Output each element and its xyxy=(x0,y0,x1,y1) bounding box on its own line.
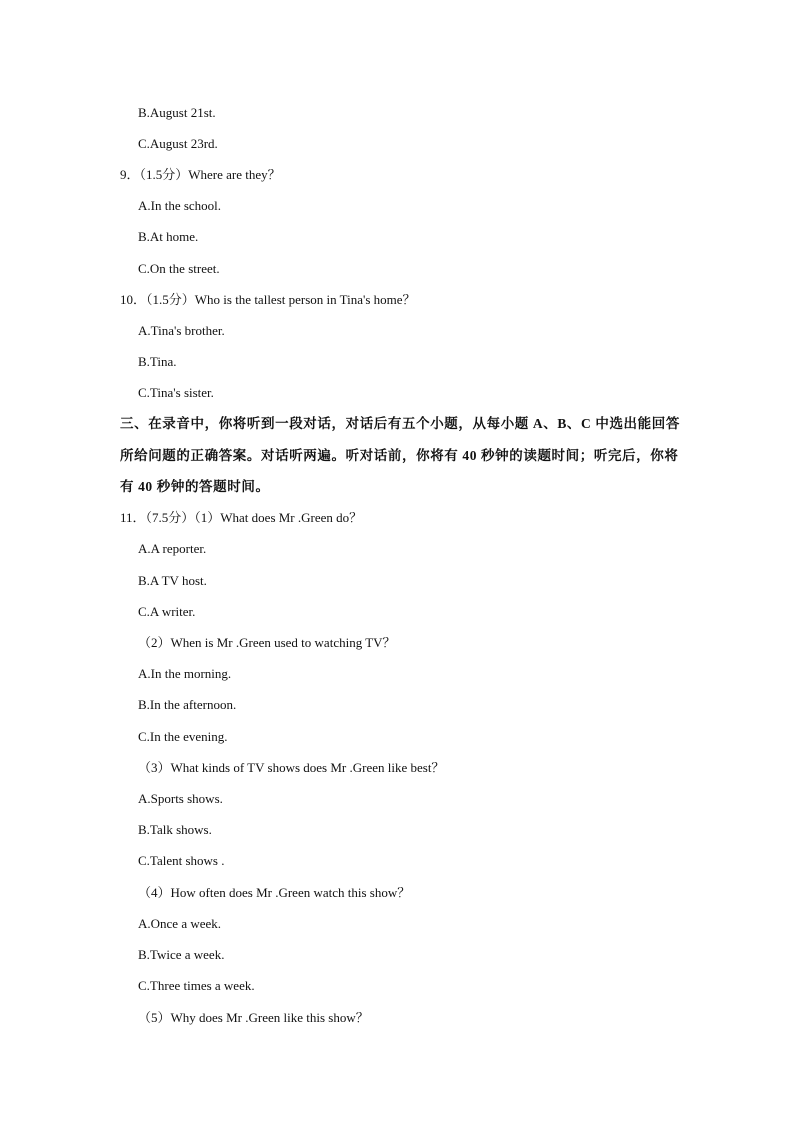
option-11-4c: C.Three times a week. xyxy=(138,978,255,993)
option-10b: B.Tina. xyxy=(138,354,177,369)
option-11-4a: A.Once a week. xyxy=(138,916,222,931)
question-11-part-2: （2）When is Mr .Green used to watching TV？ xyxy=(138,635,396,650)
option-10c: C.Tina's sister. xyxy=(138,385,214,400)
option-11-3a: A.Sports shows. xyxy=(138,791,223,806)
option-9c: C.On the street. xyxy=(138,261,220,276)
option-11-4b: B.Twice a week. xyxy=(138,947,225,962)
option-10a: A.Tina's brother. xyxy=(138,323,225,338)
question-10: 10．（1.5分）Who is the tallest person in Tina's home？ xyxy=(120,292,416,307)
option-11-3b: B.Talk shows. xyxy=(138,822,212,837)
option-11-2c: C.In the evening. xyxy=(138,729,228,744)
question-11-part-4: （4）How often does Mr .Green watch this show？ xyxy=(138,885,411,900)
question-11-part-3: （3）What kinds of TV shows does Mr .Green like best？ xyxy=(138,760,445,775)
section-3-instructions-line-1: 三、在录音中，你将听到一段对话，对话后有五个小题，从每小题 A、B、C 中选出能回答 xyxy=(120,416,680,431)
section-3-instructions-line-3: 有 40 秒钟的答题时间。 xyxy=(120,479,270,494)
option-11-2a: A.In the morning. xyxy=(138,666,232,681)
option-9b: B.At home. xyxy=(138,229,199,244)
question-11-part-5: （5）Why does Mr .Green like this show？ xyxy=(138,1010,369,1025)
option-11-1b: B.A TV host. xyxy=(138,573,207,588)
option-11-1a: A.A reporter. xyxy=(138,541,207,556)
option-11-2b: B.In the afternoon. xyxy=(138,697,237,712)
option-9a: A.In the school. xyxy=(138,198,222,213)
section-3-instructions-line-2: 所给问题的正确答案。对话听两遍。听对话前，你将有 40 秒钟的读题时间；听完后，你将 xyxy=(120,448,679,463)
option-8c: C.August 23rd. xyxy=(138,136,218,151)
question-11-part-1: 11．（7.5分）（1）What does Mr .Green do？ xyxy=(120,510,363,525)
option-11-1c: C.A writer. xyxy=(138,604,196,619)
option-8b: B.August 21st. xyxy=(138,105,216,120)
option-11-3c: C.Talent shows . xyxy=(138,853,225,868)
question-9: 9．（1.5分）Where are they？ xyxy=(120,167,281,182)
